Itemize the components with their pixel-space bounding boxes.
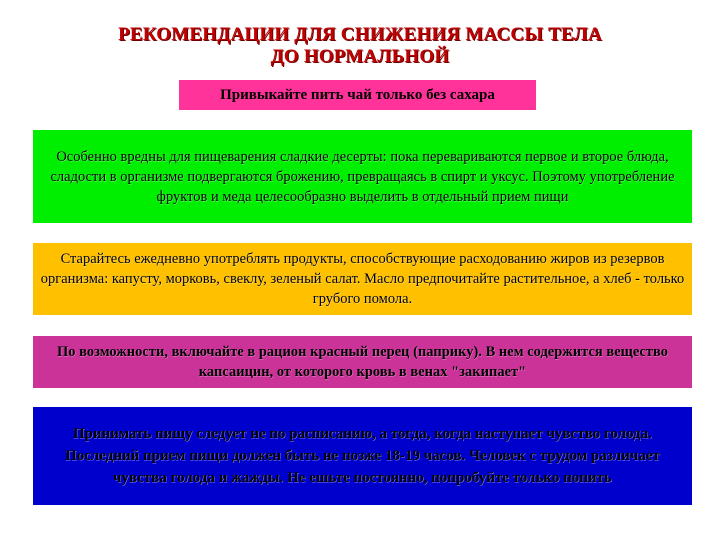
slide-title-line-1: РЕКОМЕНДАЦИИ ДЛЯ СНИЖЕНИЯ МАССЫ ТЕЛА (118, 24, 602, 45)
tip-box-sugar (179, 80, 536, 110)
tip-text-sugar: Привыкайте пить чай только без сахара (220, 87, 495, 103)
tip-text-desserts: Особенно вредны для пищеварения сладкие десерты: пока перевариваются первое и второе блюда, сладости в организме подвергаются брожению, превращаясь в спирт и уксус. Поэтому употребление фруктов и меда целесообразно выделить в отдельный прием пищи (50, 148, 675, 205)
slide-title-line-2: ДО НОРМАЛЬНОЙ (270, 46, 450, 67)
tip-box-desserts (33, 130, 692, 223)
tip-box-pepper (33, 336, 692, 388)
tip-box-products (33, 243, 692, 315)
tip-text-schedule: Принимать пищу следует не по расписанию, а тогда, когда наступает чувство голода. Последний прием пищи должен быть не позже 18-19 часов. Человек с трудом различает чувства голода и жажды. Не ешьте постоянно, попробуйте только попить (65, 426, 660, 486)
tip-text-products: Старайтесь ежедневно употреблять продукты, способствующие расходованию жиров из резервов организма: капусту, морковь, свеклу, зеленый салат. Масло предпочитайте растительное, а хлеб - только грубого помола. (40, 251, 685, 307)
tip-text-pepper: По возможности, включайте в рацион красный перец (паприку). В нем содержится вещество капсаицин, от которого кровь в венах "закипает" (56, 344, 669, 380)
tip-box-schedule (33, 407, 692, 505)
